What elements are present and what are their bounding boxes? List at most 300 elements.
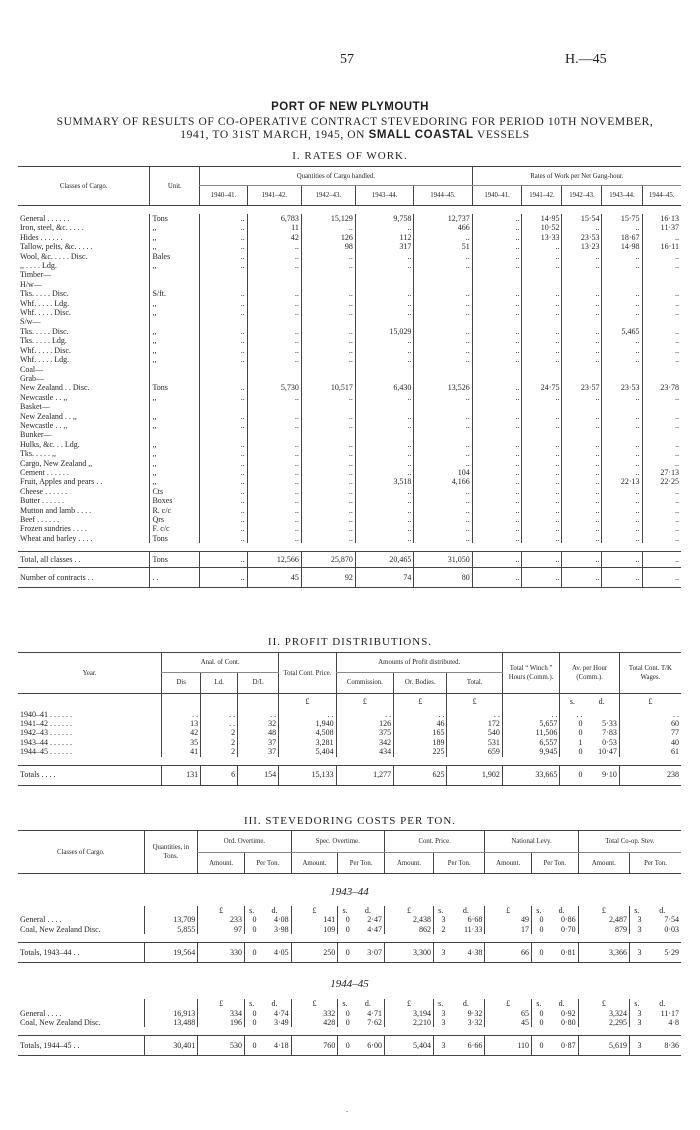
quantity-cell: .. [301,412,355,421]
quantity-cell: .. [247,393,301,402]
levy-shillings: 0 [532,1009,546,1018]
cargo-class: Tks. . . . . ,, [20,449,56,459]
rate-cell: .. [562,346,602,355]
unit: ,, [150,412,200,421]
section2-heading: II. PROFIT DISTRIBUTIONS. [267,636,433,648]
rate-cell: .. [522,327,562,336]
quantity-cell: .. [247,506,301,515]
rate-cell: .. [472,393,522,402]
group-rates: Rates of Work per Net Gang-hour. [472,167,681,186]
rate-cell: .. [562,568,602,588]
winch-cell: 9,945 [502,747,559,756]
quantity-cell: .. [301,449,355,458]
ord-pence: 3·98 [273,924,289,934]
pence-unit: d. [558,999,565,1009]
levy-amount: 66 [485,943,532,963]
unit: ,, [150,449,200,458]
quantity-cell [414,270,472,279]
quantity-cell: .. [414,459,472,468]
year-label: 1942–43 . . . . . . [20,728,72,738]
rate-cell: .. [472,252,522,261]
rate-cell [522,365,562,374]
rate-cell: .. [642,346,681,355]
cont-shillings: 2 [433,925,447,934]
unit: ,, [150,468,200,477]
quantity-cell: 15,029 [355,327,413,336]
rate-cell: .. [522,552,562,568]
rate-cell: .. [602,506,642,515]
cargo-class: New Zealand . . Disc. [20,383,90,393]
col-av-per-hour: Av. per Hour (Comm.). [560,653,620,694]
col-amounts-profit: Amounts of Profit distributed. [336,653,502,673]
quantity-cell: .. [355,468,413,477]
quantity-cell: .. [301,487,355,496]
quantity-cell: 92 [301,568,355,588]
rate-cell [562,402,602,411]
s-cell: 0 [560,719,585,728]
cargo-class: Wool, &c. . . . . Disc. [20,251,88,261]
rate-cell: .. [522,487,562,496]
tk-cell: 77 [619,728,681,737]
quantity-cell: .. [247,299,301,308]
rate-cell: .. [522,393,562,402]
ord-amount: 97 [198,925,245,934]
tk-cell: 238 [619,765,681,785]
cargo-class: ,, . . . . Ldg. [20,261,57,271]
ld-cell: . . [201,710,238,719]
table-row [18,943,681,963]
cargo-class: General . . . . [20,1008,62,1018]
quantity-cell: .. [247,346,301,355]
unit [150,402,200,411]
rate-cell: .. [562,459,602,468]
rate-cell [522,280,562,289]
org-cell: 625 [394,765,447,785]
unit [150,430,200,439]
ord-pence: 4·74 [273,1008,289,1018]
unit: Bales [150,252,200,261]
quantity-cell: .. [301,393,355,402]
table-row [18,383,681,392]
rate-year-3: 1943–44. [602,186,642,206]
quantity-cell: .. [355,252,413,261]
quantity-cell: .. [247,440,301,449]
quantity-cell: .. [200,459,248,468]
quantity-cell: .. [414,233,472,242]
rate-cell: .. [602,459,642,468]
rate-cell: .. [522,299,562,308]
tot-shillings: 3 [630,1009,644,1018]
tot-amount: 3,366 [578,943,629,963]
table-row [18,402,681,411]
quantity-cell [355,270,413,279]
levy-pence: 0·70 [561,924,576,934]
quantity-cell: .. [355,336,413,345]
cargo-class: General . . . . . . [20,214,70,223]
cargo-class: Butter . . . . . . [20,496,64,506]
tot-amount: 879 [578,925,629,934]
rate-cell: .. [522,440,562,449]
rate-cell: 18·67 [602,233,642,242]
ld-cell: 2 [201,728,238,737]
page-title: PORT OF NEW PLYMOUTH [271,101,429,113]
total-cell: 540 [447,728,502,737]
table-row [18,346,681,355]
rate-cell: .. [602,524,642,533]
col-total: Total. [447,672,502,693]
pence-unit: d. [462,999,469,1009]
rate-cell: .. [602,336,642,345]
quantity-cell: .. [301,261,355,270]
rate-cell: 27·13 [642,468,681,477]
dl-cell: . . [238,710,279,719]
unit: Boxes [150,496,200,505]
spec-pence: 7·62 [367,1018,382,1028]
quantity-cell [247,430,301,439]
levy-shillings: 0 [532,943,546,963]
unit: ,, [150,233,200,242]
pence-unit: d. [462,906,469,915]
levy-pence: 0·80 [561,1018,576,1028]
rate-cell: .. [562,299,602,308]
quantity-cell [414,374,472,383]
rate-cell: .. [562,393,602,402]
quantity-cell: 12,566 [247,552,301,568]
rate-cell: .. [522,421,562,430]
amount-header: Amount. [578,853,629,874]
rate-cell: .. [642,308,681,317]
rate-cell: .. [602,355,642,364]
rate-cell: .. [522,477,562,486]
qty-year-2: 1942–43. [301,186,355,206]
rate-cell: .. [562,440,602,449]
shilling-unit: s. [433,999,447,1008]
quantity-cell: .. [355,515,413,524]
table-row [18,738,681,747]
per-ton-header: Per Ton. [532,853,579,874]
quantity-cell: .. [301,252,355,261]
quantity-cell: .. [247,336,301,345]
tot-shillings: 3 [630,943,644,963]
quantity-cell: .. [200,440,248,449]
cont-pence: 6·66 [467,1041,483,1051]
quantity-cell: .. [414,421,472,430]
ord-pence: 4·18 [273,1041,289,1051]
quantity-cell: .. [414,393,472,402]
cargo-class: Whf. . . . . Ldg. [20,298,70,308]
levy-amount: 45 [485,1018,532,1027]
rate-cell: .. [562,355,602,364]
total-cell: . . [447,710,502,719]
levy-amount: 110 [485,1036,532,1056]
rate-cell: .. [522,289,562,298]
rate-cell [562,374,602,383]
quantity-cell: .. [200,496,248,505]
tot-amount: 3,324 [578,1009,629,1018]
cargo-class: Hides . . . . . . [20,232,63,242]
cargo-class: Cheese . . . . . . [20,486,68,496]
rate-cell [522,430,562,439]
rate-cell [642,317,681,326]
tot-amount: 2,487 [578,915,629,924]
table-row [18,233,681,242]
tot-pence: 4·8 [668,1018,679,1028]
col-classes-of-cargo-3: Classes of Cargo. [18,831,144,874]
quantity-cell [247,374,301,383]
rate-cell: 10·52 [522,223,562,232]
rate-cell [602,365,642,374]
rate-cell: .. [642,289,681,298]
dis-cell: 42 [162,728,201,737]
spec-shillings: 0 [338,915,352,924]
rate-cell: .. [642,506,681,515]
subtitle-line1: SUMMARY OF RESULTS OF CO-OPERATIVE CONTRACT STEVEDORING FOR PERIOD 10TH NOVEMBER, [56,116,654,128]
ld-cell: . . [201,719,238,728]
quantity-cell [301,402,355,411]
unit-row [18,906,681,915]
table-row [18,524,681,533]
quantity-cell [414,430,472,439]
table-row [18,915,681,924]
quantity-cell: .. [247,242,301,251]
rate-cell: .. [522,534,562,543]
tot-amount: 5,619 [578,1036,629,1056]
rate-cell [602,317,642,326]
quantity-cell: .. [247,449,301,458]
table-row [18,430,681,439]
pence-unit: d. [659,906,666,915]
rates-of-work-table [18,166,681,588]
table-row [18,719,681,728]
quantity-cell: .. [247,289,301,298]
rate-cell: .. [602,393,642,402]
cont-amount: 3,194 [384,1009,433,1018]
quantity-cell: .. [200,552,248,568]
quantity-cell: .. [355,506,413,515]
rate-cell: .. [642,355,681,364]
quantity-cell: .. [414,261,472,270]
subtitle-line2c: VESSELS [473,129,530,141]
total-cell: 531 [447,738,502,747]
comm-cell: 375 [336,728,393,737]
d-cell: 0·53 [602,737,617,747]
year-label: 1940–41 . . . . . . [20,709,72,719]
ord-pence: 3·49 [273,1018,289,1028]
amount-header: Amount. [198,853,245,874]
dis-cell: 41 [162,747,201,756]
d-cell: 9·10 [602,770,617,780]
quantity-cell [355,402,413,411]
quantity-cell [355,374,413,383]
quantity-cell: .. [414,252,472,261]
rate-cell: .. [522,261,562,270]
rate-cell: .. [642,449,681,458]
col-total-coop-stev: Total Co-op. Stev. [578,831,681,853]
quantity-cell: 15,129 [301,214,355,223]
ord-pence: 4·08 [273,915,289,925]
pound-unit: £ [384,999,433,1008]
quantity-cell [200,402,248,411]
rate-cell: 23·57 [562,383,602,392]
unit: Tons [150,534,200,543]
stevedoring-costs-table [18,830,681,1056]
rate-cell: .. [642,299,681,308]
quantity-cell: .. [200,289,248,298]
rate-cell: .. [562,412,602,421]
rate-cell: .. [472,552,522,568]
spec-pence: 6·00 [367,1041,382,1051]
cargo-class: Frozen sundries . . . . [20,524,87,534]
table-row [18,1009,681,1018]
price-cell: . . [279,710,336,719]
rate-cell: .. [642,496,681,505]
spec-amount: 428 [291,1018,338,1027]
rate-cell: 15·75 [602,214,642,223]
unit: ,, [150,261,200,270]
pence-unit: d. [364,906,371,915]
rate-cell: .. [562,421,602,430]
dl-cell: 48 [238,728,279,737]
cont-pence: 3·32 [467,1018,483,1028]
d-cell: 7·83 [602,728,617,738]
quantity-cell [301,374,355,383]
shilling-unit: s. [433,906,447,915]
rate-cell: .. [522,449,562,458]
rate-cell: .. [562,524,602,533]
rate-cell: 23·53 [602,383,642,392]
rate-year-0: 1940–41. [472,186,522,206]
quantity-cell: 112 [355,233,413,242]
quantity-cell [247,365,301,374]
table-row [18,487,681,496]
rate-cell: .. [472,233,522,242]
quantity-cell: .. [247,308,301,317]
quantity-cell: .. [200,506,248,515]
quantity-cell: .. [200,242,248,251]
unit: Cts [150,487,200,496]
amount-header: Amount. [384,853,433,874]
quantity-cell: .. [355,261,413,270]
spec-amount: 109 [291,925,338,934]
rate-cell [642,374,681,383]
rate-cell: .. [522,412,562,421]
pound-unit: £ [291,999,338,1008]
quantity-cell: .. [200,327,248,336]
rate-cell: .. [642,487,681,496]
currency-unit: £ [336,694,393,710]
cargo-class: Newcastle . . ,, [20,420,68,430]
unit: ,, [150,421,200,430]
quantity-cell: .. [355,459,413,468]
comm-cell: 126 [336,719,393,728]
quantity-cell: .. [301,468,355,477]
quantity-cell: 12,737 [414,214,472,223]
rate-cell: .. [562,496,602,505]
levy-amount: 17 [485,925,532,934]
cargo-class: New Zealand . . ,, [20,411,77,421]
quantity-cell: 25,870 [301,552,355,568]
rate-cell: .. [602,449,642,458]
dis-cell: . . [162,710,201,719]
rate-cell: .. [642,568,681,588]
unit: ,, [150,477,200,486]
rate-cell: .. [472,506,522,515]
tot-shillings: 3 [630,1036,644,1056]
quantity-cell [301,280,355,289]
quantity-cell: .. [301,336,355,345]
cont-shillings: 3 [433,1009,447,1018]
rate-cell: .. [522,515,562,524]
dis-cell: 35 [162,738,201,747]
quantity-cell: .. [200,421,248,430]
levy-pence: 0·86 [561,915,576,925]
rate-cell: .. [472,534,522,543]
qty-year-0: 1940–41. [200,186,248,206]
rate-cell: .. [562,468,602,477]
rate-cell: .. [642,421,681,430]
table-row [18,925,681,934]
table-row [18,1036,681,1056]
spec-pence: 2·47 [367,915,382,925]
pence-unit: d. [271,999,278,1009]
cont-pence: 4·38 [467,948,483,958]
rate-cell: 11·37 [642,223,681,232]
rate-cell [522,270,562,279]
rate-cell [602,374,642,383]
levy-pence: 0·92 [561,1008,576,1018]
quantity-cell: 74 [355,568,413,588]
table-row [18,1018,681,1027]
rate-cell: .. [472,524,522,533]
quantity-cell: .. [414,496,472,505]
rate-cell: .. [472,242,522,251]
quantity-cell: .. [414,506,472,515]
quantity-cell: 31,050 [414,552,472,568]
comm-cell: . . [336,710,393,719]
cargo-class: Iron, steel, &c. . . . . [20,223,84,233]
quantity-cell: .. [301,299,355,308]
section1-heading: I. RATES OF WORK. [292,150,408,162]
quantity-cell: .. [200,412,248,421]
quantity-cell: 317 [355,242,413,251]
quantity-cell: .. [200,515,248,524]
rate-cell: 23·53 [562,233,602,242]
quantity-cell: .. [247,327,301,336]
cargo-class: Grab— [20,373,44,383]
quantity-cell: .. [247,412,301,421]
dl-cell: 154 [238,765,279,785]
unit: ,, [150,327,200,336]
group-quantities: Quantities of Cargo handled. [200,167,473,186]
quantity-cell [414,365,472,374]
table-row [18,440,681,449]
table-row [18,365,681,374]
cargo-class: Coal, New Zealand Disc. [20,1018,101,1028]
ord-shillings: 0 [244,1036,258,1056]
quantity-cell: .. [414,299,472,308]
quantity-cell: .. [355,449,413,458]
quantity-cell: .. [301,440,355,449]
quantity-cell [200,280,248,289]
rate-cell: .. [602,496,642,505]
quantity-cell: .. [200,355,248,364]
footer-mark: . [346,1105,348,1114]
rate-cell: 22·13 [602,477,642,486]
quantity-cell: 466 [414,223,472,232]
col-org-bodies: Or. Bodies. [394,672,447,693]
price-cell: 4,508 [279,728,336,737]
quantity-cell: 11 [247,223,301,232]
